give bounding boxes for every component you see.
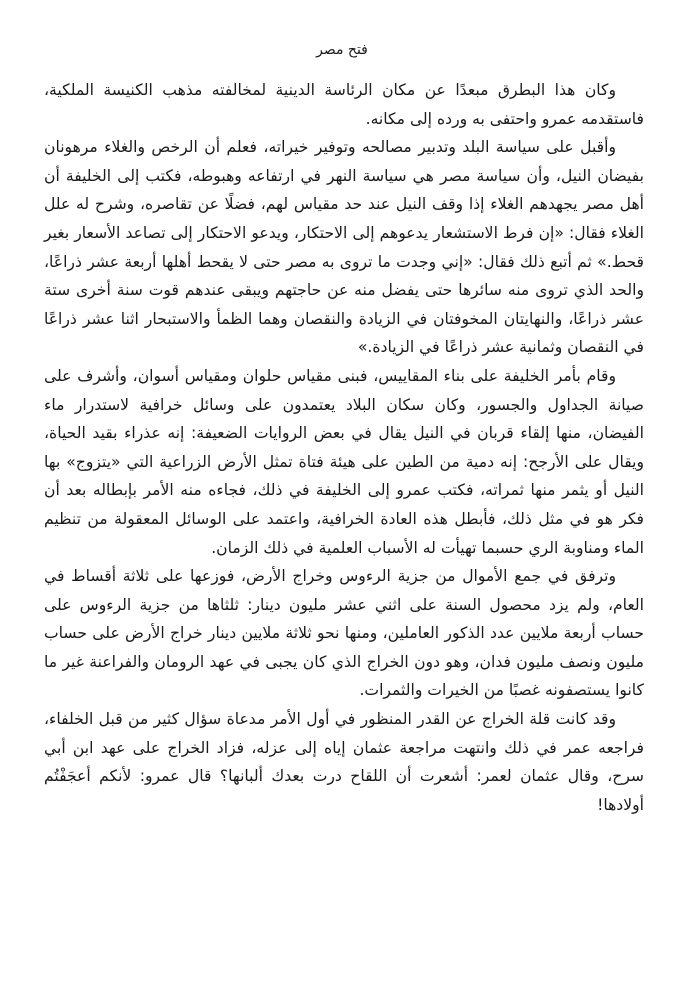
paragraph: وكان هذا البطرق مبعدًا عن مكان الرئاسة الدينية لمخالفته مذهب الكنيسة الملكية، فاستقدمه عمرو واحتفى به ورده إلى مكانه. <box>44 81 644 128</box>
body-text <box>44 76 644 819</box>
paragraph: وقام بأمر الخليفة على بناء المقاييس، فبنى مقياس حلوان ومقياس أسوان، وأشرف على صيانة الجداول والجسور، وكان سكان البلاد يعتمدون على وسائل خرافية لاستدرار ماء الفيضان، منها إلقاء قربان في النيل يقال في بعض الروايات الضعيفة: إنه عذراء بقيد الحياة، ويقال على الأرجح: إنه دمية من الطين على هيئة فتاة تمثل الأرض الزراعية التي «يتزوج» بها النيل أو يثمر منها ثمراته، فكتب عمرو إلى الخليفة في ذلك، فجاءه منه الأمر بإبطاله بعد أن فكر هو في مثل ذلك، فأبطل هذه العادة الخرافية، واعتمد على الوسائل المعقولة من تنظيم الماء ومناوبة الري حسبما تهيأت له الأسباب العلمية في ذلك الزمان. <box>44 366 644 557</box>
paragraph: وقد كانت قلة الخراج عن القدر المنظور في أول الأمر مدعاة سؤال كثير من قبل الخلفاء، فراجعه عمر في ذلك وانتهت مراجعة عثمان إياه إلى عزله، فزاد الخراج على عهد ابن أبي سرح، وقال عثمان لعمر: أشعرت أن اللقاح درت بعدك ألبانها؟ قال عمرو: لأنكم أعجَفْتُم أولادها! <box>44 710 644 814</box>
running-header: فتح مصر <box>316 42 368 58</box>
paragraph: وترفق في جمع الأموال من جزية الرءوس وخراج الأرض، فوزعها على ثلاثة أقساط في العام، ولم يزد محصول السنة على اثني عشر مليون دينار: ثلثاها من جزية الرءوس على حساب أربعة ملايين عدد الذكور العاملين، ومنها نحو ثلاثة ملايين دينار خراج الأرض على حساب مليون ونصف مليون فدان، وهو دون الخراج الذي كان يجبى في عهد الرومان والفراعنة غير ما كانوا يستصفونه غصبًا من الخيرات والثمرات. <box>44 567 644 700</box>
paragraph: وأقبل على سياسة البلد وتدبير مصالحه وتوفير خيراته، فعلم أن الرخص والغلاء مرهونان بفيضان النيل، وأن سياسة مصر هي سياسة النهر في ارتفاعه وهبوطه، فكتب إلى الخليفة أن أهل مصر يجهدهم الغلاء إذا وقف النيل عند حد مقياس لهم، فضلًا عن تقاصره، وشرح له علل الغلاء فقال: «إن فرط الاستشعار يدعوهم إلى الاحتكار، ويدعو الاحتكار إلى تصاعد الأسعار بغير قحط.» ثم أتبع ذلك فقال: «إني وجدت ما تروى به مصر حتى لا يقحط أهلها أربعة عشر ذراعًا، والحد الذي تروى منه سائرها حتى يفضل منه عن حاجتهم ويبقى عندهم قوت سنة أخرى ستة عشر ذراعًا، والنهايتان المخوفتان في الزيادة والنقصان وهما الظمأ والاستبحار اثنا عشر ذراعًا في النقصان وثمانية عشر ذراعًا في الزيادة.» <box>44 138 644 357</box>
